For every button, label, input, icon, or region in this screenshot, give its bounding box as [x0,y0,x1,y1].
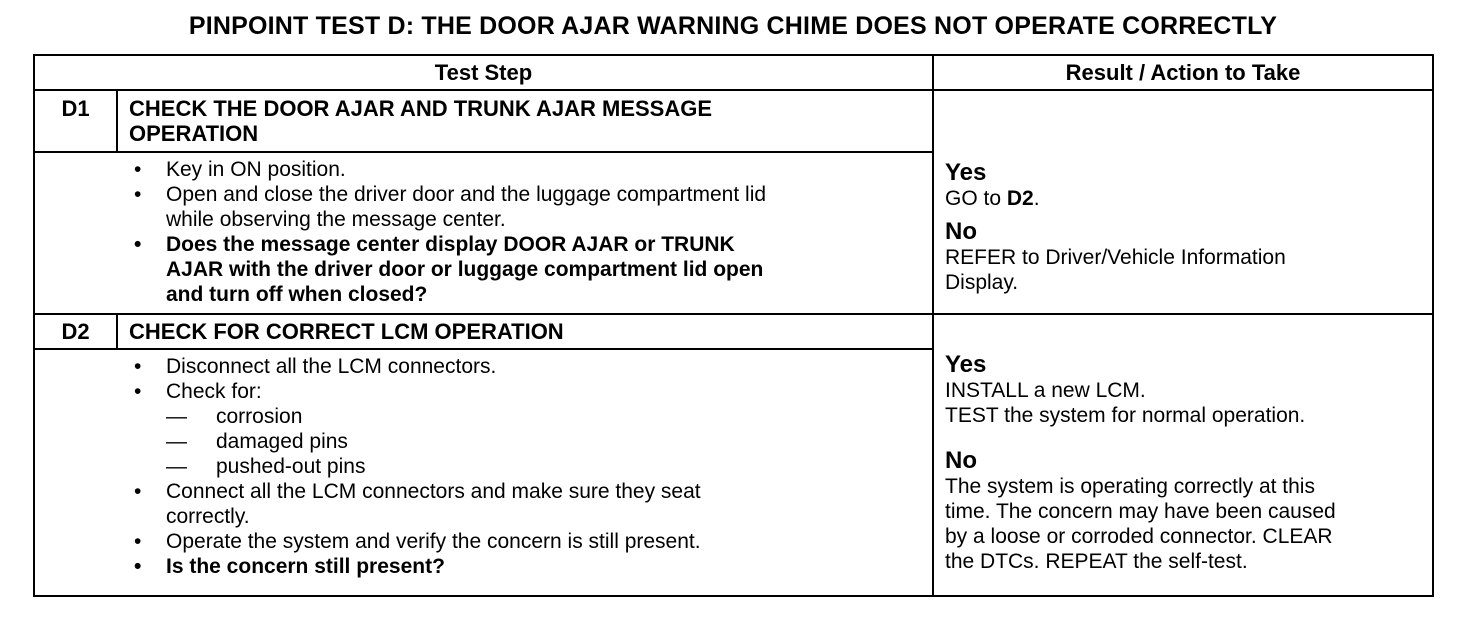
step-title-divider-d2 [34,348,933,350]
page-title: PINPOINT TEST D: THE DOOR AJAR WARNING CHIME DOES NOT OPERATE CORRECTLY [188,12,1278,40]
list-item: • Operate the system and verify the concern is still present. [134,530,701,553]
list-item: • Connect all the LCM connectors and make sure they seat correctly. [134,480,701,528]
step-id-d1: D1 [61,96,90,121]
list-subitem: — pushed-out pins [166,455,366,478]
list-item: • Disconnect all the LCM connectors. [134,355,497,378]
step-title-d1: CHECK THE DOOR AJAR AND TRUNK AJAR MESSAGE OPERATION [129,96,713,146]
yes-label: Yes [945,159,987,186]
list-item: • Check for: [134,380,262,403]
list-item-question: • Is the concern still present? [134,555,445,578]
no-label: No [945,447,977,474]
list-subitem: — damaged pins [166,430,348,453]
no-action: REFER to Driver/Vehicle Information Display. [945,246,1286,294]
result-d1 [945,160,1425,295]
yes-label: Yes [945,351,987,378]
header-test-step: Test Step [434,60,533,85]
list-item: • Open and close the driver door and the luggage compartment lid while observing the message center. [134,183,767,231]
list-item-question: • Does the message center display DOOR AJAR or TRUNK AJAR with the driver door or luggage compartment lid open and turn off when closed? [134,233,764,306]
yes-action: INSTALL a new LCM. TEST the system for normal operation. [945,379,1306,427]
step-instructions-d1 [126,157,926,307]
column-divider-result [932,55,934,596]
result-d2 [945,352,1425,574]
step-id-divider-d1 [116,90,118,152]
list-subitem: — corrosion [166,405,303,428]
header-row-divider [34,89,1433,91]
header-result-action: Result / Action to Take [1065,60,1301,85]
no-label: No [945,218,977,245]
step-id-divider-d2 [116,314,118,349]
yes-action: GO to D2. [945,187,1040,210]
step-title-d2: CHECK FOR CORRECT LCM OPERATION [129,319,564,344]
step-divider-d1-d2 [34,313,1433,315]
step-title-divider-d1 [34,151,933,153]
step-id-d2: D2 [61,319,90,344]
step-instructions-d2 [126,354,926,579]
list-item: • Key in ON position. [134,158,346,181]
no-action: The system is operating correctly at this time. The concern may have been caused by a loose or corroded connector. CLEAR the DTCs. REPEAT the self-test. [945,475,1336,573]
